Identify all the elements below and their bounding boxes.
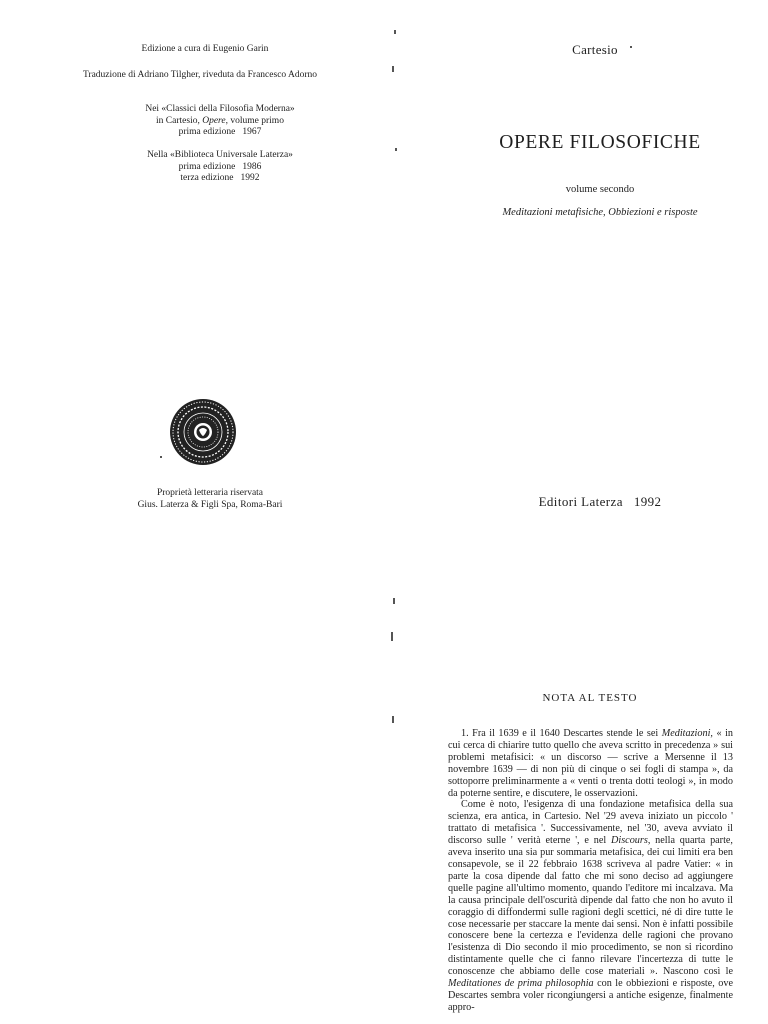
p2-text-a: Come è noto, l'esigenza di una fondazione metafisica della sua scienza, era antica, in Cartesio. Nel '29 aveva iniziato un piccolo ' trattato di metafisica '. Successivamente, nel '30, aveva avviato il discorso sulle ' verità eterne ', e nel xyxy=(448,799,733,847)
scan-speck xyxy=(395,148,397,151)
rights-block xyxy=(100,487,320,511)
p1-meditazioni: Meditazioni, xyxy=(661,728,713,739)
translation-credit: Traduzione di Adriano Tilgher, riveduta da Francesco Adorno xyxy=(82,70,318,80)
p2-text-e: con le obbiezioni e risposte, ove Descartes sembra voler ricongiungersi a antiche esigenze, finalmente appro- xyxy=(448,978,733,1013)
classics-opere-line xyxy=(100,116,340,128)
classics-edition-block xyxy=(100,104,340,139)
p1-text-a: 1. Fra il 1639 e il 1640 Descartes stende le sei xyxy=(461,728,662,739)
edition-credit: Edizione a cura di Eugenio Garin xyxy=(141,44,269,54)
section-heading: NOTA AL TESTO xyxy=(542,692,638,704)
library-third-edition: terza edizione 1992 xyxy=(180,173,260,183)
publisher-emblem-icon xyxy=(168,397,238,467)
classics-series-line: Nei «Classici della Filosofia Moderna» xyxy=(145,104,295,114)
paragraph-2 xyxy=(448,799,733,1013)
library-first-edition: prima edizione 1986 xyxy=(178,161,262,172)
scan-speck xyxy=(393,598,395,604)
classics-first-edition: prima edizione 1967 xyxy=(178,127,262,137)
library-series-line: Nella «Biblioteca Universale Laterza» xyxy=(147,150,293,160)
p2-meditationes: Meditationes de prima philosophia xyxy=(448,978,594,990)
scan-speck xyxy=(160,456,162,458)
p1-text-c: « in cui cerca di chiarire tutto quello che aveva scritto in precedenza » sui problemi metafisici: « un discorso — scrive a Mersenne il 13 novembre 1639 — di non più di cinque o sei fogli di stampa », da sottoporre preliminarmente a « venti o trenta dotti teologi », in modo da poterne sentire, e discutere, le osservazioni. xyxy=(448,728,733,799)
book-title: OPERE FILOSOFICHE xyxy=(499,132,701,153)
book-subtitle: Meditazioni metafisiche, Obbiezioni e risposte xyxy=(502,207,698,218)
scan-speck xyxy=(391,632,393,641)
volume-label: volume secondo xyxy=(565,184,635,195)
paragraph-1 xyxy=(448,728,733,799)
scan-speck xyxy=(630,46,632,48)
classics-opere-prefix: in Cartesio, xyxy=(156,115,203,126)
scan-speck xyxy=(392,66,394,72)
author-name: Cartesio xyxy=(572,42,618,57)
library-edition-block xyxy=(100,150,340,185)
classics-opere-title: Opere xyxy=(202,115,226,126)
scan-speck xyxy=(392,716,394,723)
rights-reserved: Proprietà letteraria riservata xyxy=(156,488,264,498)
scan-speck xyxy=(394,30,396,34)
p2-text-c: , nella quarta parte, aveva inserito una sia pur sommaria metafisica, dei cui limiti era ben consapevole, se il 22 febbraio 1638 scriveva al padre Vatier: « in parte la cosa dipende dal fatto che mi sono deciso ad aggiungere quelle pagine all'ultimo momento, quando l'editore mi incalzava. Ma la causa principale dell'oscurità dipende dal fatto che non ho avuto il coraggio di diffondermi sulle ragioni degli scettici, né di dire tutte le cose necessarie per staccare la mente dai sensi. Non è infatti possibile conoscere bene la certezza e l'evidenza delle ragioni che provano l'esistenza di Dio secondo il mio procedimento, se non si ricordino distintamente quelle che ci fanno rilevare l'incertezza di tutte le conoscenze che abbiamo delle cose materiali ». Nascono così le xyxy=(448,835,733,978)
rights-holder: Gius. Laterza & Figli Spa, Roma-Bari xyxy=(137,500,283,510)
publisher-imprint: Editori Laterza 1992 xyxy=(538,494,662,509)
p2-discours: Discours xyxy=(611,835,648,847)
classics-opere-suffix: , volume primo xyxy=(225,115,284,126)
nota-body xyxy=(448,728,733,1014)
